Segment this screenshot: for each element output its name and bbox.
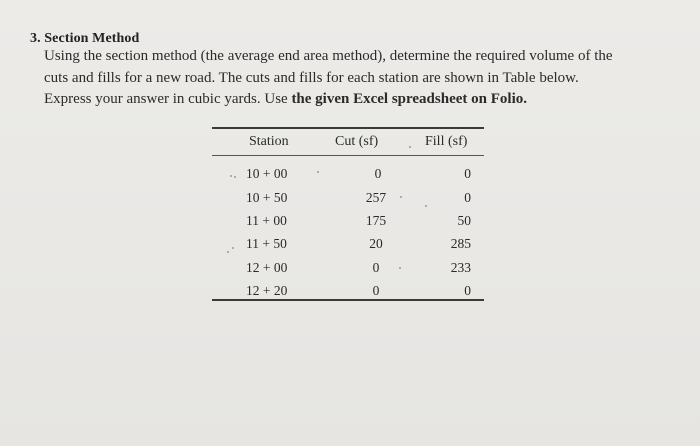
statement-line-1: Using the section method (the average end area method), determine the required volume of the bbox=[44, 48, 613, 64]
cell-cut: 20 bbox=[369, 236, 383, 251]
cell-fill: 285 bbox=[450, 236, 471, 251]
statement-bold-instruction: the given Excel spreadsheet on Folio. bbox=[291, 91, 527, 107]
cell-fill: 233 bbox=[450, 260, 471, 275]
table-top-rule bbox=[212, 127, 484, 129]
cell-station: 10 + 00 bbox=[246, 166, 288, 181]
scan-speck bbox=[409, 146, 411, 148]
scan-speck bbox=[425, 205, 427, 207]
cell-station: 11 + 50 bbox=[246, 236, 287, 251]
cell-cut: 175 bbox=[365, 213, 387, 228]
cell-cut: 257 bbox=[365, 190, 387, 205]
scan-speck bbox=[399, 267, 401, 269]
header-fill: Fill (sf) bbox=[425, 134, 468, 149]
cell-cut: 0 bbox=[372, 260, 380, 275]
cell-station: 11 + 00 bbox=[246, 213, 287, 228]
cell-station: 12 + 00 bbox=[246, 260, 288, 275]
scan-speck bbox=[234, 176, 236, 178]
cut-fill-table bbox=[212, 124, 484, 308]
cell-station: 12 + 20 bbox=[246, 283, 288, 298]
table-header-rule bbox=[212, 155, 484, 156]
scan-speck bbox=[227, 251, 229, 253]
cell-fill: 0 bbox=[464, 190, 471, 205]
cell-station: 10 + 50 bbox=[246, 190, 288, 205]
header-cut: Cut (sf) bbox=[335, 134, 379, 149]
problem-statement bbox=[44, 46, 674, 111]
cell-cut: 0 bbox=[374, 166, 382, 181]
scan-speck bbox=[232, 247, 234, 249]
scan-speck bbox=[400, 196, 402, 198]
cell-fill: 0 bbox=[464, 166, 471, 181]
statement-line-3-text: Express your answer in cubic yards. Use bbox=[44, 91, 292, 107]
table-bottom-rule bbox=[212, 299, 484, 301]
scan-speck bbox=[317, 171, 319, 173]
cell-cut: 0 bbox=[372, 283, 380, 298]
cell-fill: 50 bbox=[457, 213, 471, 228]
scan-speck bbox=[230, 175, 232, 177]
statement-line-2: cuts and fills for a new road. The cuts and fills for each station are shown in Table below. bbox=[44, 69, 579, 86]
section-title: 3. Section Method bbox=[30, 31, 140, 46]
header-station: Station bbox=[249, 134, 289, 149]
cell-fill: 0 bbox=[464, 283, 471, 298]
statement-line-3 bbox=[44, 89, 674, 111]
